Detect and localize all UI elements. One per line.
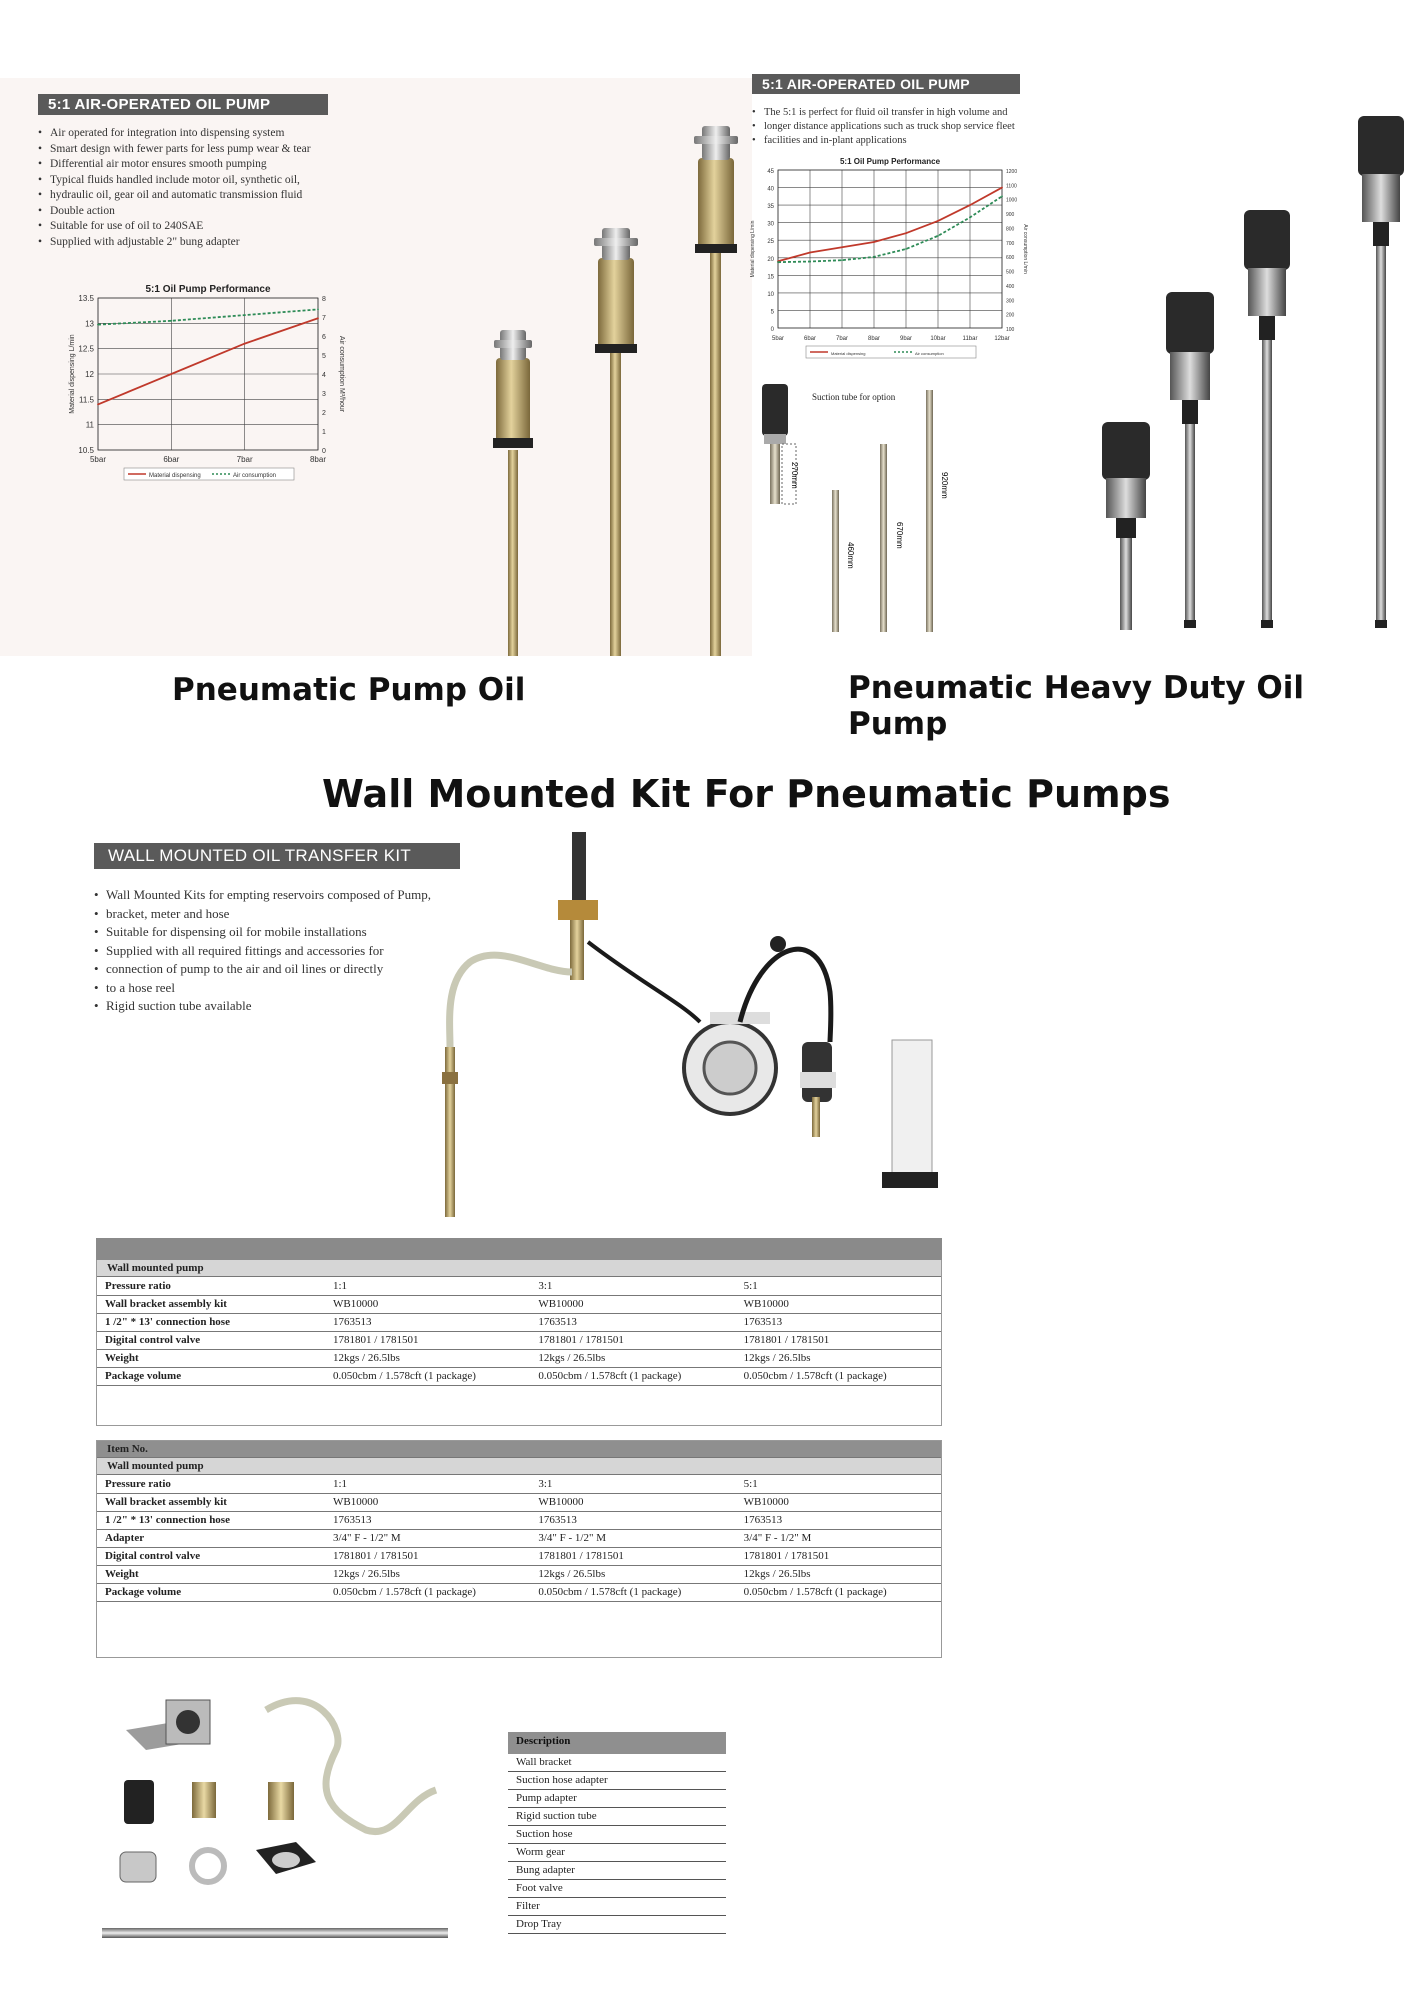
cell: WB10000 xyxy=(530,1493,735,1511)
cell: WB10000 xyxy=(325,1493,530,1511)
list-item: • hydraulic oil, gear oil and automatic transmission fluid xyxy=(38,188,358,204)
y-tick-label: 0 xyxy=(770,327,774,333)
list-item: Wall bracket xyxy=(508,1754,726,1772)
y-tick-label: 11.5 xyxy=(79,395,94,405)
series-line-material-dispensing xyxy=(98,318,318,404)
y-axis-label: Material dispensing L/min xyxy=(69,334,76,414)
cell: WB10000 xyxy=(325,1295,530,1313)
list-item: Suction hose xyxy=(508,1826,726,1844)
y-tick-label: 25 xyxy=(767,239,774,246)
cell: 3:1 xyxy=(530,1277,735,1295)
table-item-no: Item No. xyxy=(97,1441,941,1458)
y-tick-label: 40 xyxy=(767,186,774,193)
cell: 12kgs / 26.5lbs xyxy=(530,1565,735,1583)
row-label: Pressure ratio xyxy=(97,1475,325,1493)
y2-tick-label: 8 xyxy=(322,296,326,303)
list-item: • Wall Mounted Kits for empting reservoirs composed of Pump, xyxy=(94,886,474,905)
y2-tick-label: 500 xyxy=(1006,269,1015,276)
cell: 1763513 xyxy=(736,1313,941,1331)
table-top-bar xyxy=(96,1238,942,1260)
table-row xyxy=(97,1295,941,1313)
left-feature-list xyxy=(38,126,358,250)
list-item: • Differential air motor ensures smooth pumping xyxy=(38,157,358,173)
list-item: • Air operated for integration into dispensing system xyxy=(38,126,358,142)
data-point xyxy=(1001,195,1003,197)
cell: 1781801 / 1781501 xyxy=(325,1547,530,1565)
y2-axis-label: Air consumption L/min xyxy=(1022,224,1028,274)
list-item: • to a hose reel xyxy=(94,979,474,998)
table-body-wrap xyxy=(96,1260,942,1426)
data-point xyxy=(937,235,939,237)
cell: 12kgs / 26.5lbs xyxy=(736,1349,941,1367)
y-axis-label: Material dispensing L/min xyxy=(750,220,756,278)
list-item: • The 5:1 is perfect for fluid oil transfer in high volume and xyxy=(752,106,1042,120)
data-point xyxy=(244,343,246,345)
legend-entry: Material dispensing xyxy=(149,473,201,479)
list-item: • Typical fluids handled include motor oil, synthetic oil, xyxy=(38,173,358,189)
cell: 1781801 / 1781501 xyxy=(736,1331,941,1349)
table-row xyxy=(97,1331,941,1349)
left-product-panel xyxy=(0,78,752,656)
y2-tick-label: 6 xyxy=(322,334,326,341)
kit-header: WALL MOUNTED OIL TRANSFER KIT xyxy=(94,843,460,869)
cell: 1:1 xyxy=(325,1475,530,1493)
y-tick-label: 15 xyxy=(767,274,774,281)
wall-kit-illustration xyxy=(440,822,960,1222)
y2-tick-label: 200 xyxy=(1006,312,1015,319)
table-row xyxy=(97,1475,941,1493)
left-panel-header: 5:1 AIR-OPERATED OIL PUMP xyxy=(38,94,328,115)
cell: 5:1 xyxy=(736,1475,941,1493)
legend-entry: Air consumption xyxy=(233,473,277,479)
data-point xyxy=(777,261,779,263)
table-row xyxy=(97,1313,941,1331)
x-tick-label: 8bar xyxy=(309,455,327,464)
cell: 12kgs / 26.5lbs xyxy=(325,1349,530,1367)
data-point xyxy=(170,373,172,375)
right-feature-list xyxy=(752,106,1042,148)
row-label: 1 /2" * 13' connection hose xyxy=(97,1511,325,1529)
list-item: Foot valve xyxy=(508,1880,726,1898)
cell: 1763513 xyxy=(530,1511,735,1529)
list-item: • Suitable for use of oil to 240SAE xyxy=(38,219,358,235)
plot-frame xyxy=(778,170,1002,328)
y2-tick-label: 600 xyxy=(1006,255,1015,262)
data-point xyxy=(244,314,246,316)
y-tick-label: 5 xyxy=(770,309,774,316)
y2-tick-label: 400 xyxy=(1006,283,1015,290)
table-rows xyxy=(97,1475,941,1602)
kit-feature-list xyxy=(94,886,474,1016)
cell: 1:1 xyxy=(325,1277,530,1295)
parts-description-table xyxy=(508,1732,726,1934)
data-point xyxy=(841,259,843,261)
table-row xyxy=(97,1583,941,1601)
row-label: Pressure ratio xyxy=(97,1277,325,1295)
tube-length-670: 670mm xyxy=(895,522,904,549)
table-body-wrap xyxy=(96,1440,942,1658)
row-label: Digital control valve xyxy=(97,1331,325,1349)
cell: 3/4" F - 1/2" M xyxy=(736,1529,941,1547)
cell: 3/4" F - 1/2" M xyxy=(325,1529,530,1547)
y2-tick-label: 0 xyxy=(322,448,326,455)
parts-table-header: Description xyxy=(508,1732,726,1754)
row-label: 1 /2" * 13' connection hose xyxy=(97,1313,325,1331)
tube-length-270: 270mm xyxy=(790,462,799,489)
y2-tick-label: 4 xyxy=(322,372,326,379)
data-point xyxy=(170,320,172,322)
cell: 12kgs / 26.5lbs xyxy=(530,1349,735,1367)
list-item: • longer distance applications such as truck shop service fleet xyxy=(752,120,1042,134)
pump-performance-chart-right xyxy=(752,156,1042,366)
cell: 12kgs / 26.5lbs xyxy=(325,1565,530,1583)
y2-tick-label: 2 xyxy=(322,410,326,417)
y2-tick-label: 7 xyxy=(322,315,326,322)
series-line-material-dispensing xyxy=(778,188,1002,262)
heavy-duty-pump-illustration xyxy=(1072,92,1412,652)
row-label: Weight xyxy=(97,1565,325,1583)
cell: 12kgs / 26.5lbs xyxy=(736,1565,941,1583)
row-label: Adapter xyxy=(97,1529,325,1547)
table-row xyxy=(97,1349,941,1367)
y-tick-label: 20 xyxy=(767,256,774,263)
list-item: • Double action xyxy=(38,204,358,220)
data-point xyxy=(809,261,811,263)
row-label: Package volume xyxy=(97,1583,325,1601)
data-point xyxy=(841,246,843,248)
x-tick-label: 7bar xyxy=(236,455,253,464)
row-label: Wall bracket assembly kit xyxy=(97,1493,325,1511)
cell: 0.050cbm / 1.578cft (1 package) xyxy=(736,1367,941,1385)
chart-title: 5:1 Oil Pump Performance xyxy=(145,284,271,295)
y-tick-label: 12.5 xyxy=(78,344,94,354)
data-point xyxy=(969,204,971,206)
tube-length-920: 920mm xyxy=(940,472,949,499)
series-line-air-consumption xyxy=(98,309,318,324)
y2-axis-label: Air consumption M³/hour xyxy=(338,335,345,413)
spec-table-1 xyxy=(96,1238,942,1426)
data-point xyxy=(809,252,811,254)
y-tick-label: 10.5 xyxy=(78,446,94,455)
data-point xyxy=(317,317,319,319)
table-rows xyxy=(97,1277,941,1386)
row-label: Weight xyxy=(97,1349,325,1367)
legend-entry: Material dispensing xyxy=(831,351,866,356)
y2-tick-label: 1100 xyxy=(1006,183,1017,190)
cell: 0.050cbm / 1.578cft (1 package) xyxy=(530,1367,735,1385)
y2-tick-label: 3 xyxy=(322,391,326,398)
list-item: Worm gear xyxy=(508,1844,726,1862)
data-point xyxy=(937,220,939,222)
y-tick-label: 11 xyxy=(85,420,94,430)
list-item: • facilities and in-plant applications xyxy=(752,134,1042,148)
right-panel-header: 5:1 AIR-OPERATED OIL PUMP xyxy=(752,74,1020,94)
cell: 1763513 xyxy=(530,1313,735,1331)
y2-tick-label: 1200 xyxy=(1006,169,1018,175)
y2-tick-label: 5 xyxy=(322,353,326,360)
y-tick-label: 13 xyxy=(85,319,94,329)
cell: 0.050cbm / 1.578cft (1 package) xyxy=(325,1367,530,1385)
list-item: • connection of pump to the air and oil lines or directly xyxy=(94,960,474,979)
data-point xyxy=(1001,187,1003,189)
y2-tick-label: 100 xyxy=(1006,327,1015,333)
pump-illustration-left xyxy=(470,118,750,656)
chart-title: 5:1 Oil Pump Performance xyxy=(839,157,941,166)
parts-illustration xyxy=(96,1690,466,1960)
pump-performance-chart-left xyxy=(28,280,378,502)
list-item: • Rigid suction tube available xyxy=(94,997,474,1016)
y-tick-label: 45 xyxy=(767,169,774,175)
y2-tick-label: 300 xyxy=(1006,298,1015,305)
y-tick-label: 30 xyxy=(767,221,774,228)
tube-length-460: 460mm xyxy=(846,542,855,569)
y2-tick-label: 800 xyxy=(1006,226,1015,233)
cell: 1763513 xyxy=(325,1511,530,1529)
cell: 0.050cbm / 1.578cft (1 package) xyxy=(530,1583,735,1601)
cell: 1781801 / 1781501 xyxy=(530,1331,735,1349)
caption-pneumatic-pump-oil: Pneumatic Pump Oil xyxy=(172,672,526,708)
y-tick-label: 12 xyxy=(85,370,94,379)
cell: 0.050cbm / 1.578cft (1 package) xyxy=(736,1583,941,1601)
x-tick-label: 12bar xyxy=(994,336,1010,342)
data-point xyxy=(905,248,907,250)
row-label: Package volume xyxy=(97,1367,325,1385)
spec-table-2 xyxy=(96,1440,942,1658)
table-row xyxy=(97,1565,941,1583)
list-item: • Supplied with all required fittings and accessories for xyxy=(94,942,474,961)
data-point xyxy=(97,404,99,406)
x-tick-label: 9bar xyxy=(899,336,913,342)
list-item: • Smart design with fewer parts for less pump wear & tear xyxy=(38,142,358,158)
caption-heavy-duty-oil-pump: Pneumatic Heavy Duty Oil Pump xyxy=(848,670,1305,742)
data-point xyxy=(97,324,99,326)
y-tick-label: 10 xyxy=(767,291,774,298)
list-item: Drop Tray xyxy=(508,1916,726,1934)
x-tick-label: 7bar xyxy=(835,336,849,342)
right-product-panel xyxy=(752,72,1414,656)
cell: WB10000 xyxy=(736,1493,941,1511)
table-row xyxy=(97,1547,941,1565)
list-item: Filter xyxy=(508,1898,726,1916)
cell: 3:1 xyxy=(530,1475,735,1493)
cell: 1763513 xyxy=(325,1313,530,1331)
row-label: Digital control valve xyxy=(97,1547,325,1565)
suction-tube-label: Suction tube for option xyxy=(812,392,896,402)
y2-tick-label: 700 xyxy=(1006,240,1015,247)
x-tick-label: 8bar xyxy=(867,336,881,342)
data-point xyxy=(873,256,875,258)
table-title: Wall mounted pump xyxy=(97,1260,941,1277)
list-item: • Supplied with adjustable 2" bung adapter xyxy=(38,235,358,251)
table-row xyxy=(97,1493,941,1511)
y-tick-label: 35 xyxy=(767,204,774,211)
y2-tick-label: 1000 xyxy=(1006,197,1018,204)
table-row xyxy=(97,1367,941,1385)
list-item: Rigid suction tube xyxy=(508,1808,726,1826)
x-tick-label: 11bar xyxy=(962,336,978,342)
cell: 1781801 / 1781501 xyxy=(325,1331,530,1349)
cell: WB10000 xyxy=(530,1295,735,1313)
list-item: Bung adapter xyxy=(508,1862,726,1880)
cell: 0.050cbm / 1.578cft (1 package) xyxy=(325,1583,530,1601)
cell: 5:1 xyxy=(736,1277,941,1295)
main-heading: Wall Mounted Kit For Pneumatic Pumps xyxy=(322,772,1171,816)
y2-tick-label: 900 xyxy=(1006,212,1015,219)
x-tick-label: 6bar xyxy=(803,336,817,342)
x-tick-label: 6bar xyxy=(163,455,180,464)
table-row xyxy=(97,1529,941,1547)
table-title: Wall mounted pump xyxy=(97,1458,941,1475)
data-point xyxy=(873,241,875,243)
y-tick-label: 13.5 xyxy=(78,294,94,303)
x-tick-label: 5bar xyxy=(771,336,785,342)
data-point xyxy=(905,232,907,234)
row-label: Wall bracket assembly kit xyxy=(97,1295,325,1313)
y2-tick-label: 1 xyxy=(322,429,326,436)
data-point xyxy=(317,309,319,311)
cell: WB10000 xyxy=(736,1295,941,1313)
list-item: Suction hose adapter xyxy=(508,1772,726,1790)
cell: 3/4" F - 1/2" M xyxy=(530,1529,735,1547)
data-point xyxy=(969,217,971,219)
x-tick-label: 5bar xyxy=(89,455,107,464)
table-row xyxy=(97,1511,941,1529)
list-item: • bracket, meter and hose xyxy=(94,905,474,924)
cell: 1781801 / 1781501 xyxy=(530,1547,735,1565)
cell: 1781801 / 1781501 xyxy=(736,1547,941,1565)
list-item: Pump adapter xyxy=(508,1790,726,1808)
list-item: • Suitable for dispensing oil for mobile installations xyxy=(94,923,474,942)
cell: 1763513 xyxy=(736,1511,941,1529)
table-row xyxy=(97,1277,941,1295)
legend-entry: Air consumption xyxy=(915,351,944,356)
x-tick-label: 10bar xyxy=(930,336,946,342)
